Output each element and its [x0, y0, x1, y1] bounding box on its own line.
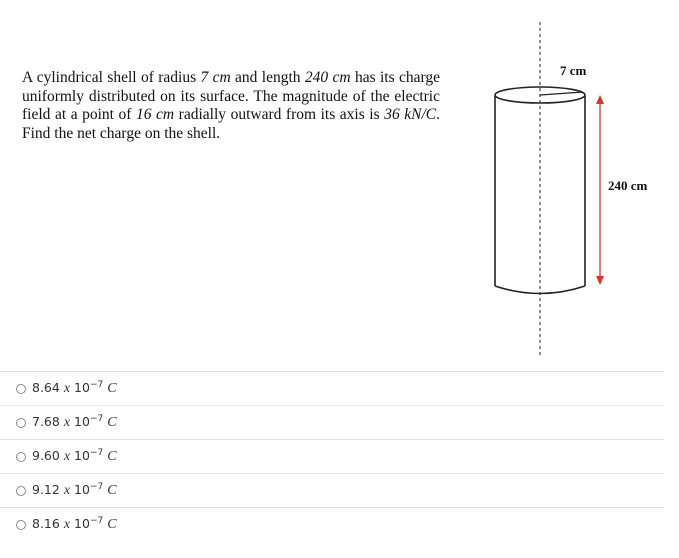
option-2[interactable] [0, 405, 664, 439]
length-label: 240 cm [608, 178, 648, 193]
option-label: 7.68 x $10^{-7}$ C [32, 413, 117, 431]
option-5[interactable] [0, 507, 664, 541]
option-3[interactable] [0, 439, 664, 473]
cylinder-figure [480, 20, 679, 360]
option-label: 8.16 x $10^{-7}$ C [32, 515, 117, 533]
length-value: 240 cm [304, 69, 351, 86]
radius-label: 7 cm [560, 63, 587, 78]
radio-button[interactable] [16, 486, 26, 496]
option-1[interactable] [0, 371, 664, 405]
radius-line [540, 92, 583, 95]
radius-value: 7 cm [200, 69, 231, 86]
option-label: 9.12 x $10^{-7}$ C [32, 481, 117, 499]
option-label: 9.60 x $10^{-7}$ C [32, 447, 117, 465]
answer-options [0, 371, 664, 541]
length-arrow-top-head [596, 95, 604, 104]
radio-button[interactable] [16, 384, 26, 394]
question-text: A cylindrical shell of radius 7 cm and length 240 cm has its charge uniformly distributed on its surface. The magnitude of the electric field at a point of 16 cm radially outward from its axis is 36 kN/C. Find the net charge on the shell. [22, 69, 441, 142]
length-arrow-bottom-head [596, 276, 604, 285]
field-value: 36 kN/C [384, 106, 437, 124]
radio-button[interactable] [16, 520, 26, 530]
option-4[interactable] [0, 473, 664, 507]
radio-button[interactable] [16, 452, 26, 462]
radio-button[interactable] [16, 418, 26, 428]
option-label: 8.64 x $10^{-7}$ C [32, 379, 117, 397]
distance-value: 16 cm [136, 106, 175, 124]
